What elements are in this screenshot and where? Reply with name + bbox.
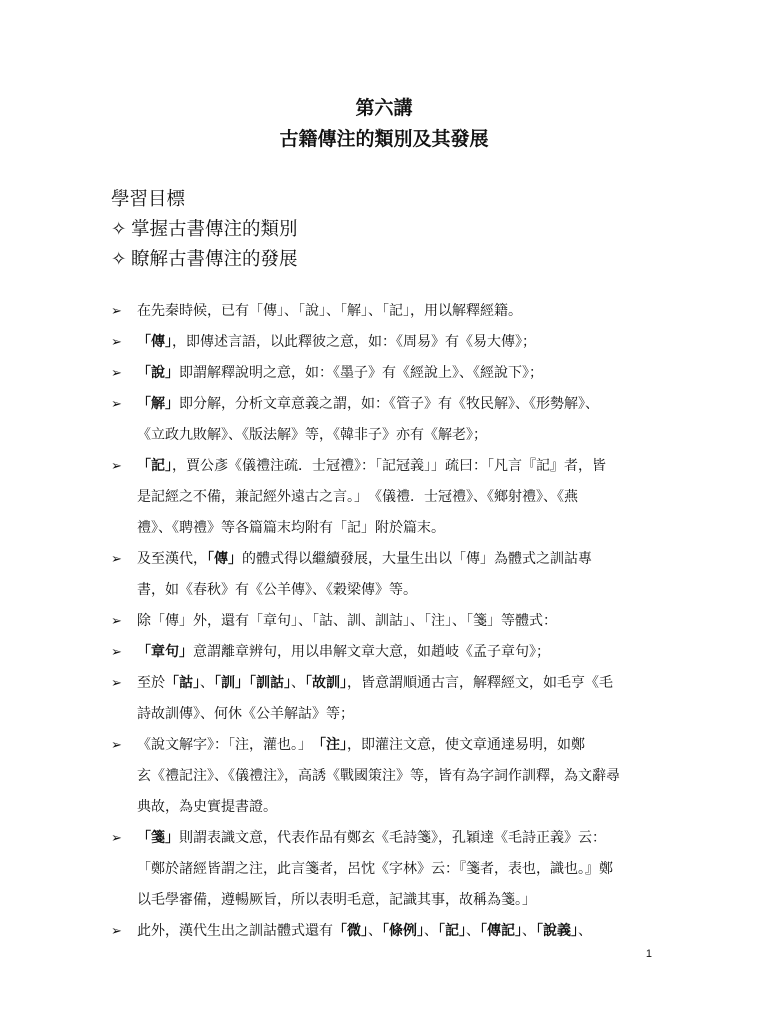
key-term: 「傳」 [137, 334, 172, 350]
bullet-line [137, 296, 663, 327]
goal-item [111, 245, 298, 275]
text-run: 、 [466, 923, 480, 939]
key-term: 「說義」 [536, 923, 578, 939]
text-run: 即分解，分析文章意義之謂，如：《管子》有《牧民解》、《形勢解》、 [179, 396, 599, 412]
text-run: 詩故訓傳》、何休《公羊解詁》等； [137, 706, 354, 722]
key-term: 「條例」 [382, 923, 424, 939]
lecture-title: 古籍傳注的類別及其發展 [279, 128, 489, 150]
bullet-item [111, 823, 663, 916]
key-term: 「微」 [333, 923, 368, 939]
bullet-line [137, 420, 663, 451]
text-run: 、 [200, 675, 214, 691]
bullet-item [111, 730, 663, 823]
bullet-line [137, 761, 663, 792]
text-run: 、 [424, 923, 438, 939]
text-run: 「鄭於諸經皆謂之注，此言箋者，呂忱《字林》云：『箋者，表也，識也。』鄭 [137, 861, 613, 877]
bullet-item [111, 668, 663, 730]
bullet-item [111, 637, 663, 668]
bullet-line [137, 451, 663, 482]
key-term: 「訓」 [214, 675, 249, 691]
bullet-line [137, 513, 663, 544]
text-run: 意謂離章辨句，用以串解文章大意，如趙岐《孟子章句》； [193, 644, 550, 660]
text-run: 、 [291, 675, 305, 691]
title-block [0, 93, 768, 155]
text-run: 以毛學審備，遵暢厥旨，所以表明毛意，記識其事，故稱為箋。」 [137, 892, 536, 908]
arrow-bullet-icon: ➢ [111, 645, 122, 660]
text-run: ，即傳述言語，以此釋彼之意，如：《周易》有《易大傳》； [172, 334, 536, 350]
bullet-line [137, 823, 663, 854]
goal-text: 掌握古書傳注的類別 [131, 219, 298, 240]
bullet-item [111, 544, 663, 606]
page-number: 1 [645, 948, 652, 960]
sparkle-bullet-icon: ✧ [111, 219, 127, 240]
text-run: 玄《禮記注》、《儀禮注》，高誘《戰國策注》等，皆有為字詞作訓釋，為文辭尋 [137, 768, 620, 784]
goal-text: 瞭解古書傳注的發展 [131, 249, 298, 270]
arrow-bullet-icon: ➢ [111, 459, 122, 474]
bullet-line [137, 699, 663, 730]
bullet-line [137, 389, 663, 420]
bullet-line [137, 482, 663, 513]
text-run: 除「傳」外，還有「章句」、「詁、訓、訓詁」、「注」、「箋」等體式： [137, 613, 557, 629]
text-run: 則謂表識文意，代表作品有鄭玄《毛詩箋》，孔穎達《毛詩正義》云： [179, 830, 606, 846]
bullet-item [111, 451, 663, 544]
bullet-line [137, 327, 663, 358]
arrow-bullet-icon: ➢ [111, 924, 122, 939]
arrow-bullet-icon: ➢ [111, 676, 122, 691]
bullet-line [137, 885, 663, 916]
goals-heading: 學習目標 [111, 189, 186, 210]
learning-goals [111, 185, 298, 275]
goal-item [111, 215, 298, 245]
arrow-bullet-icon: ➢ [111, 552, 122, 567]
key-term: 「訓詁」 [249, 675, 291, 691]
bullet-item [111, 606, 663, 637]
text-run: ，即灌注文意，使文章通達易明，如鄭 [347, 737, 585, 753]
arrow-bullet-icon: ➢ [111, 397, 122, 412]
key-term: 「傳記」 [480, 923, 522, 939]
text-run: 的體式得以繼續發展，大量生出以「傳」為體式之訓詁專 [242, 551, 592, 567]
arrow-bullet-icon: ➢ [111, 738, 122, 753]
arrow-bullet-icon: ➢ [111, 614, 122, 629]
text-run: ，皆意謂順通古言，解釋經文，如毛亨《毛 [347, 675, 613, 691]
bullet-item [111, 296, 663, 327]
key-term: 「記」 [438, 923, 466, 939]
bullet-line [137, 637, 663, 668]
text-run: 、 [368, 923, 382, 939]
bullet-line [137, 916, 663, 947]
bullet-item [111, 389, 663, 451]
bullet-line [137, 668, 663, 699]
arrow-bullet-icon: ➢ [111, 335, 122, 350]
text-run: 《說文解字》：「注，灌也。」 [137, 737, 319, 753]
bullet-item [111, 358, 663, 389]
bullet-line [137, 854, 663, 885]
text-run: 及至漢代， [137, 551, 207, 567]
bullet-line [137, 730, 663, 761]
bullet-item [111, 327, 663, 358]
sparkle-bullet-icon: ✧ [111, 249, 127, 270]
key-term: 「故訓」 [305, 675, 347, 691]
text-run: 禮》、《聘禮》等各篇篇末均附有「記」附於篇末。 [137, 520, 445, 536]
arrow-bullet-icon: ➢ [111, 304, 122, 319]
arrow-bullet-icon: ➢ [111, 366, 122, 381]
arrow-bullet-icon: ➢ [111, 831, 122, 846]
key-term: 「詁」 [165, 675, 200, 691]
text-run: 至於 [137, 675, 165, 691]
key-term: 「箋」 [137, 830, 179, 846]
text-run: 此外，漢代生出之訓詁體式還有 [137, 923, 333, 939]
text-run: ，賈公彥《儀禮注疏．士冠禮》：「記冠義」」疏曰：「凡言『記』者，皆 [172, 458, 606, 474]
text-run: 《立政九敗解》、《版法解》等，《韓非子》亦有《解老》； [137, 427, 487, 443]
text-run: 、 [578, 923, 592, 939]
bullet-line [137, 358, 663, 389]
text-run: 在先秦時候，已有「傳」、「說」、「解」、「記」，用以解釋經籍。 [137, 303, 522, 319]
key-term: 「說」 [137, 365, 179, 381]
bullet-line [137, 544, 663, 575]
bullet-list [111, 296, 663, 947]
key-term: 「解」 [137, 396, 179, 412]
text-run: 、 [522, 923, 536, 939]
text-run: 即謂解釋說明之意，如：《墨子》有《經說上》、《經說下》； [179, 365, 543, 381]
text-run: 典故，為史實提書證。 [137, 799, 277, 815]
key-term: 「章句」 [137, 644, 193, 660]
bullet-item [111, 916, 663, 947]
key-term: 「傳」 [207, 551, 242, 567]
key-term: 「記」 [137, 458, 172, 474]
bullet-line [137, 792, 663, 823]
key-term: 「注」 [319, 737, 347, 753]
bullet-line [137, 606, 663, 637]
text-run: 書，如《春秋》有《公羊傳》、《穀梁傳》等。 [137, 582, 417, 598]
text-run: 是記經之不備，兼記經外遠古之言。」 《儀禮．士冠禮》、《鄉射禮》、《燕 [137, 489, 578, 505]
bullet-line [137, 575, 663, 606]
lecture-number: 第六講 [355, 97, 413, 119]
